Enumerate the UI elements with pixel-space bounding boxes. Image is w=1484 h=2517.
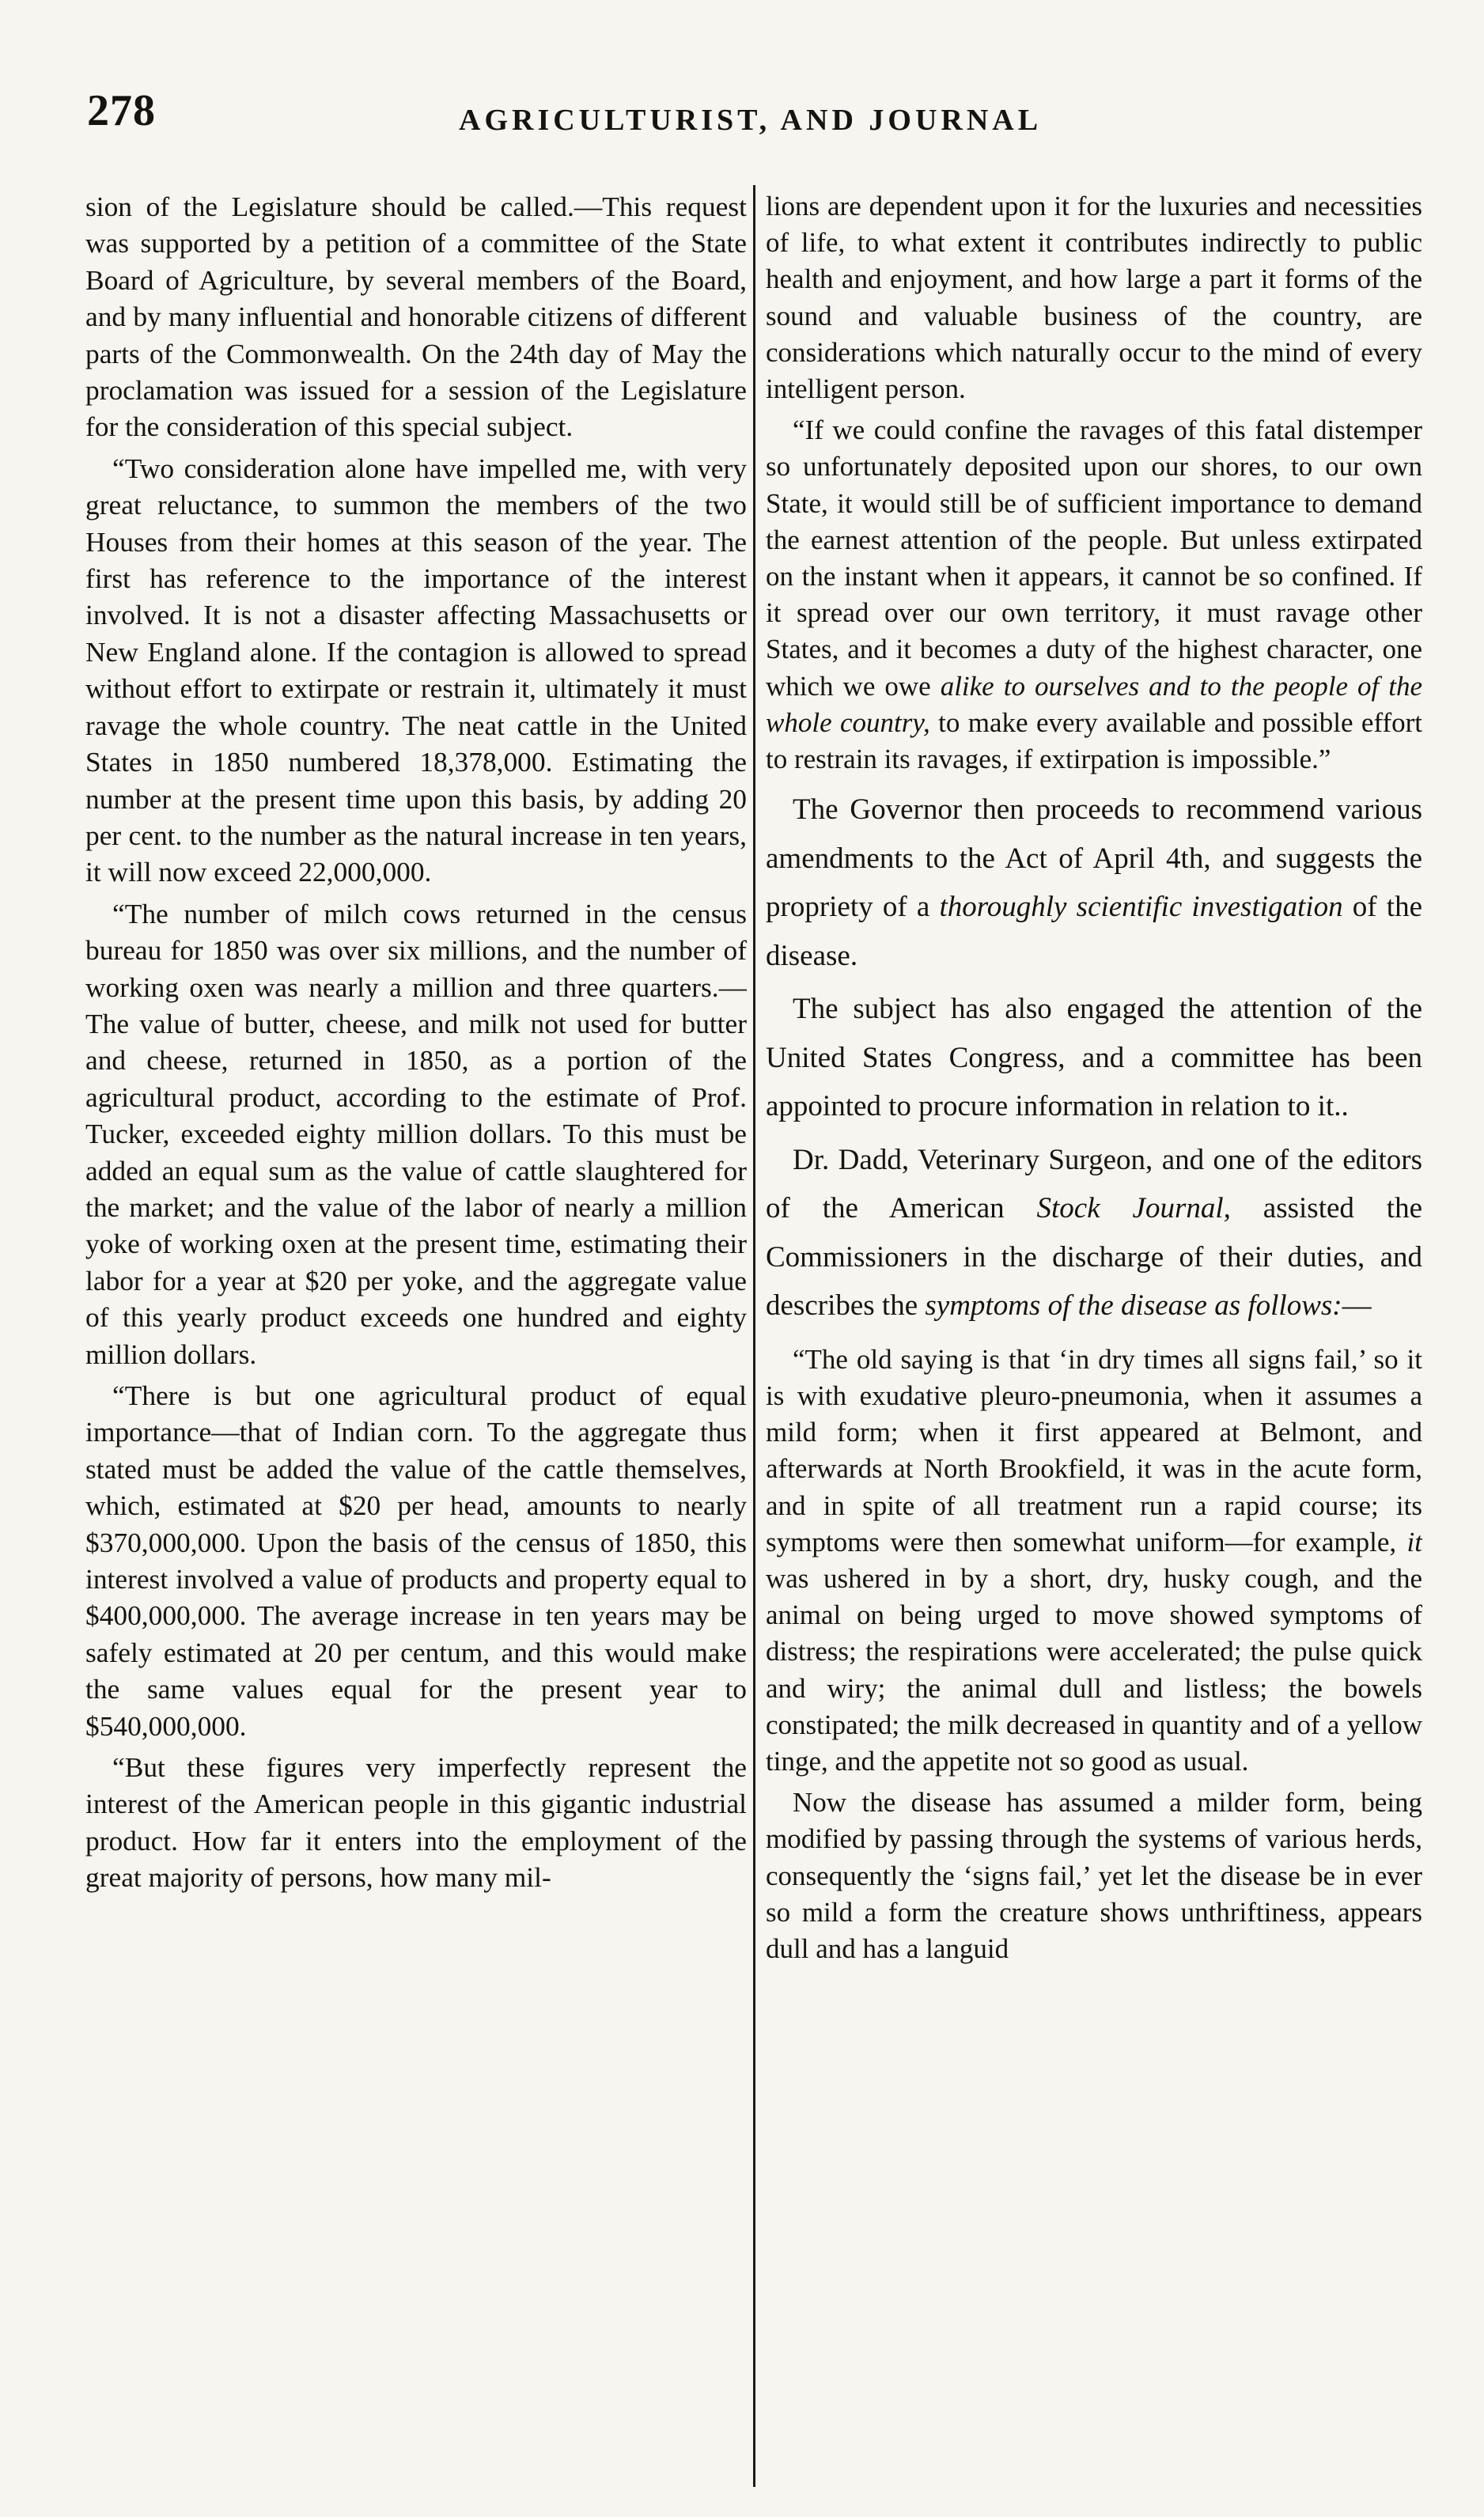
text-run: of the disease. bbox=[766, 891, 1422, 972]
text-run: The Governor then proceeds to recommend various amendments to the Act of April 4th, and suggests the propriety of a bbox=[766, 793, 1422, 924]
paragraph bbox=[766, 1136, 1422, 1330]
text-run: “The old saying is that ‘in dry times all signs fail,’ so it is with exudative pleuro-pneumonia, when it assumes a mild form; when it first appeared at Belmont, and afterwards at North Brookfield, it was in the acute form, and in spite of all treatment run a rapid course; its symptoms were then somewhat uniform—for example, bbox=[766, 1343, 1422, 1558]
paragraph: “But these figures very imperfectly represent the interest of the American people in this gigantic industrial product. How far it enters into the employment of the great majority of persons, how many mil- bbox=[85, 1751, 747, 1894]
paragraph: “There is but one agricultural product of equal importance—that of Indian corn. To the aggregate thus stated must be added the value of the cattle themselves, which, estimated at $20 per head, amounts to nearly $370,000,000. Upon the basis of the census of 1850, this interest involved a value of products and property equal to $400,000,000. The average increase in ten years may be safely estimated at 20 per centum, and this would make the same values equal for the present year to $540,000,000. bbox=[85, 1380, 747, 1742]
loose-section bbox=[766, 785, 1422, 1330]
text-run: assisted the Commissioners in the discharge of their duties, and describes the bbox=[766, 1192, 1422, 1323]
text-run: Dr. Dadd, Veterinary Surgeon, and one of the editors of the American bbox=[766, 1143, 1422, 1225]
text-run: was ushered in by a short, dry, husky cough, and the animal on being urged to move showed symptoms of distress; the respirations were accelerated; the pulse quick and wiry; the animal dull and listless; the bowels constipated; the milk decreased in quantity and of a yellow tinge, and the appetite not so good as usual. bbox=[766, 1562, 1422, 1777]
text-run: — bbox=[1342, 1289, 1372, 1323]
text-run: to make every available and possible effort to restrain its ravages, if extirpation is impossible.” bbox=[766, 706, 1422, 775]
paragraph: sion of the Legislature should be called.—This request was supported by a petition of a committee of the State Board of Agriculture, by several members of the Board, and by many influential and honorable citizens of different parts of the Commonwealth. On the 24th day of May the proclamation was issued for a session of the Legislature for the consideration of this special subject. bbox=[85, 191, 747, 443]
paragraph bbox=[766, 1342, 1422, 1780]
paragraph: lions are dependent upon it for the luxuries and necessities of life, to what extent it contributes indirectly to public health and enjoyment, and how large a part it forms of the sound and valuable business of the country, are considerations which naturally occur to the mind of every intelligent person. bbox=[766, 191, 1422, 405]
italic-run: thoroughly scientific investigation bbox=[939, 891, 1343, 924]
left-column bbox=[85, 188, 747, 2490]
paragraph: Now the disease has assumed a milder form, being modified by passing through the systems of various herds, consequently the ‘signs fail,’ yet let the disease be in ever so mild a form the creature shows unthriftiness, appears dull and has a languid bbox=[766, 1787, 1422, 1964]
paragraph: “Two consideration alone have impelled me, with very great reluctance, to summon the members of the two Houses from their homes at this season of the year. The first has reference to the importance of the interest involved. It is not a disaster affecting Massachusetts or New England alone. If the contagion is allowed to spread without effort to extirpate or restrain it, ultimately it must ravage the whole country. The neat cattle in the United States in 1850 numbered 18,378,000. Estimating the number at the present time upon this basis, by adding 20 per cent. to the number as the natural increase in ten years, it will now exceed 22,000,000. bbox=[85, 452, 747, 888]
italic-run: Stock Journal, bbox=[1036, 1192, 1231, 1225]
paragraph bbox=[766, 412, 1422, 778]
italic-run: symptoms of the disease as follows: bbox=[925, 1289, 1342, 1323]
text-run: “If we could confine the ravages of this fatal distemper so unfortunately deposited upon our shores, to our own State, it would still be of sufficient importance to demand the earnest attention of the people. But unless extirpated on the instant when it appears, it cannot be so confined. If it spread over our own territory, it must ravage other States, and it becomes a duty of the highest character, one which we owe bbox=[766, 414, 1422, 702]
paragraph: The subject has also engaged the attention of the United States Congress, and a committee has been appointed to procure information in relation to it.. bbox=[766, 993, 1422, 1123]
running-title: AGRICULTURIST, AND JOURNAL bbox=[459, 104, 1043, 137]
italic-run: it bbox=[1406, 1526, 1422, 1558]
page-header bbox=[87, 85, 1448, 157]
italic-run: alike to ourselves and to the people of the whole country, bbox=[766, 670, 1422, 738]
paragraph bbox=[766, 785, 1422, 980]
paragraph: “The number of milch cows returned in the census bureau for 1850 was over six millions, and the number of working oxen was nearly a million and three quarters.—The value of butter, cheese, and milk not used for butter and cheese, returned in 1850, as a portion of the agricultural product, according to the estimate of Prof. Tucker, exceeded eighty million dollars. To this must be added an equal sum as the value of cattle slaughtered for the market; and the value of the labor of nearly a million yoke of working oxen at the present time, estimating their labor for a year at $20 per yoke, and the aggregate value of this yearly product exceeds one hundred and eighty million dollars. bbox=[85, 897, 747, 1370]
page-number: 278 bbox=[87, 86, 156, 135]
column-rule bbox=[753, 185, 755, 2487]
right-column bbox=[766, 188, 1422, 2490]
